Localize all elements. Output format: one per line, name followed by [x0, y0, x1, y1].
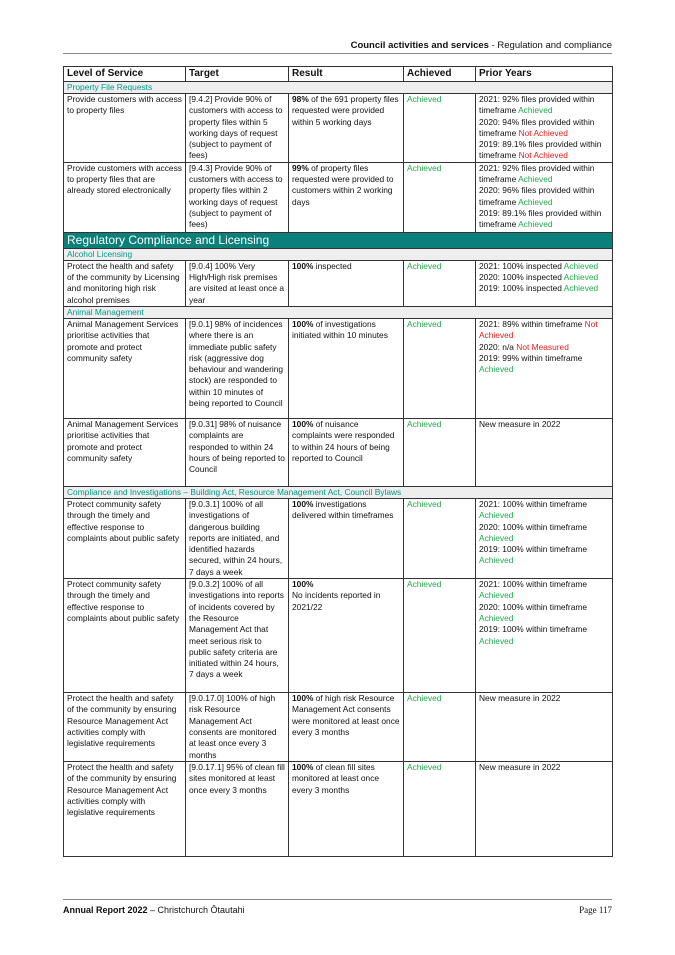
prior-year-line: 2019: 100% within timeframe — [479, 624, 587, 635]
result-cell — [289, 260, 404, 306]
result-cell — [289, 162, 404, 232]
table-row — [64, 418, 613, 486]
level-of-service-cell: Animal Management Services prioritise activities that promote and protect community safety — [64, 318, 186, 418]
result-value: 100% — [292, 260, 314, 271]
subsection-row — [64, 486, 613, 498]
table-row — [64, 162, 613, 232]
header-separator: - — [488, 40, 498, 51]
col-target: Target — [186, 67, 289, 82]
level-of-service-cell: Protect community safety through the timely and effective response to complaints about public safety — [64, 498, 186, 578]
prior-years-cell: New measure in 2022 — [476, 418, 613, 486]
prior-year-status: Achieved — [563, 283, 599, 294]
prior-year-line: 2020: 94% files provided within timeframe — [479, 116, 595, 138]
prior-year-line: 2021: 100% within timeframe — [479, 579, 587, 590]
subsection-title: Alcohol Licensing — [64, 248, 613, 260]
table-row — [64, 318, 613, 418]
target-cell: [9.4.3] Provide 90% of customers with access to property files within 2 working days of request (subject to payment of fees) — [186, 162, 289, 232]
prior-year-status: Achieved — [518, 219, 553, 230]
target-cell: [9.0.4] 100% Very High/High risk premises are visited at least once a year — [186, 260, 289, 306]
prior-years-cell — [476, 162, 613, 232]
level-of-service-cell: Protect the health and safety of the community by ensuring Resource Management Act activities comply with legislative requirements — [64, 693, 186, 762]
result-cell — [289, 498, 404, 578]
prior-year-status: Achieved — [479, 590, 514, 601]
target-cell: [9.0.31] 98% of nuisance complaints are responded to within 24 hours of being reported to Council — [186, 418, 289, 486]
prior-year-line: 2021: 92% files provided within timeframe — [479, 94, 595, 116]
section-band — [64, 232, 613, 248]
prior-years-cell: New measure in 2022 — [476, 693, 613, 762]
result-text: of high risk Resource Management Act consents were monitored at least once every 3 months — [292, 693, 400, 737]
achieved-cell: Achieved — [404, 762, 476, 857]
result-value: 100% — [292, 418, 314, 429]
prior-year-status: Not Achieved — [518, 127, 568, 138]
level-of-service-table — [63, 66, 613, 857]
prior-year-status: Achieved — [479, 364, 514, 375]
result-value: 100% — [292, 579, 314, 590]
prior-year-status: Achieved — [518, 196, 553, 207]
result-value: 100% — [292, 318, 314, 329]
target-cell: [9.4.2] Provide 90% of customers with access to property files within 5 working days of request (subject to payment of fees) — [186, 94, 289, 163]
target-cell: [9.0.17.0] 100% of high risk Resource Management Act consents are monitored at least once every 3 months — [186, 693, 289, 762]
prior-year-line: 2020: 100% inspected — [479, 272, 564, 283]
prior-year-line: 2020: 96% files provided within timeframe — [479, 185, 595, 207]
header-subsection: Regulation and compliance — [497, 40, 612, 51]
col-result: Result — [289, 67, 404, 82]
result-text: inspected — [313, 260, 352, 271]
footer-org: – Christchurch Ōtautahi — [147, 905, 245, 915]
prior-year-line: 2021: 92% files provided within timeframe — [479, 162, 595, 185]
result-text: of property files requested were provided to customers within 2 working days — [292, 162, 394, 207]
target-cell: [9.0.17.1] 95% of clean fill sites monitored at least once every 3 months — [186, 762, 289, 857]
prior-year-line: 2020: 100% within timeframe — [479, 521, 587, 532]
result-value: 100% — [292, 498, 314, 509]
header-rule — [63, 53, 612, 54]
result-text: of nuisance complaints were responded to within 24 hours of being reported to Council — [292, 418, 395, 463]
achieved-cell: Achieved — [404, 162, 476, 232]
achieved-cell: Achieved — [404, 693, 476, 762]
table-row — [64, 260, 613, 306]
col-achieved: Achieved — [404, 67, 476, 82]
prior-year-line: 2019: 99% within timeframe — [479, 352, 583, 363]
result-value: 100% — [292, 693, 314, 704]
table-row — [64, 498, 613, 578]
result-cell — [289, 579, 404, 693]
prior-year-status: Achieved — [518, 105, 553, 116]
prior-year-status: Achieved — [518, 174, 553, 185]
level-of-service-cell: Protect the health and safety of the community by Licensing and monitoring high risk alcohol premises — [64, 260, 186, 306]
table-row — [64, 94, 613, 163]
prior-years-cell — [476, 94, 613, 163]
result-cell — [289, 418, 404, 486]
prior-years-cell — [476, 318, 613, 418]
page-header — [351, 40, 612, 51]
prior-year-status: Achieved — [479, 635, 514, 646]
result-value: 100% — [292, 762, 314, 773]
prior-year-status: Not Achieved — [518, 150, 568, 161]
result-cell — [289, 762, 404, 857]
prior-year-status: Achieved — [479, 510, 514, 521]
result-value: 98% — [292, 94, 309, 104]
header-section: Council activities and services — [350, 40, 489, 51]
footer-report-title: Annual Report 2022 — [63, 905, 148, 915]
prior-year-status: Achieved — [479, 532, 514, 543]
subsection-title: Compliance and Investigations – Building Act, Resource Management Act, Council Bylaws — [64, 486, 613, 498]
table-row — [64, 693, 613, 762]
level-of-service-cell: Provide customers with access to property files that are already stored electronically — [64, 162, 186, 232]
level-of-service-cell: Animal Management Services prioritise activities that promote and protect community safety — [64, 418, 186, 486]
achieved-cell: Achieved — [404, 579, 476, 693]
achieved-cell: Achieved — [404, 418, 476, 486]
prior-year-status: Achieved — [563, 260, 599, 271]
level-of-service-cell: Protect the health and safety of the community by ensuring Resource Management Act activities comply with legislative requirements — [64, 762, 186, 857]
prior-years-cell — [476, 579, 613, 693]
result-value: 99% — [292, 162, 309, 173]
result-text: of clean fill sites monitored at least once every 3 months — [292, 762, 380, 795]
result-cell — [289, 318, 404, 418]
target-cell: [9.0.1] 98% of incidences where there is an immediate public safety risk (aggressive dog behaviour and wandering stock) are responded to within 10 minutes of being reported to Council — [186, 318, 289, 418]
achieved-cell: Achieved — [404, 94, 476, 163]
prior-year-status: Achieved — [563, 272, 599, 283]
prior-year-status: Achieved — [479, 612, 514, 623]
prior-year-line: 2021: 100% within timeframe — [479, 498, 587, 509]
subsection-row — [64, 82, 613, 94]
subsection-title: Animal Management — [64, 306, 613, 318]
prior-years-cell — [476, 498, 613, 578]
achieved-cell: Achieved — [404, 260, 476, 306]
achieved-cell: Achieved — [404, 318, 476, 418]
prior-years-cell — [476, 260, 613, 306]
target-cell: [9.0.3.1] 100% of all investigations of dangerous building reports are initiated, and identified hazards secured, within 24 hours, 7 days a week — [186, 498, 289, 578]
result-cell — [289, 94, 404, 163]
table-row — [64, 762, 613, 857]
result-text: No incidents reported in 2021/22 — [292, 590, 381, 612]
footer-report — [63, 905, 245, 915]
prior-year-status: Not Measured — [516, 341, 569, 352]
prior-year-line: 2021: 89% within timeframe — [479, 318, 585, 329]
result-text: of investigations initiated within 10 minutes — [292, 318, 388, 341]
footer-rule — [63, 899, 612, 900]
col-prior-years: Prior Years — [476, 67, 613, 82]
prior-year-line: 2020: 100% within timeframe — [479, 601, 587, 612]
table-row — [64, 579, 613, 693]
prior-years-cell: New measure in 2022 — [476, 762, 613, 857]
result-text: of the 691 property files requested were provided within 5 working days — [292, 94, 399, 127]
page-number: Page 117 — [579, 905, 612, 915]
prior-year-line: 2019: 89.1% files provided within timeframe — [479, 139, 602, 161]
level-of-service-cell: Provide customers with access to property files — [64, 94, 186, 163]
level-of-service-cell: Protect community safety through the timely and effective response to complaints about public safety — [64, 579, 186, 693]
result-text: investigations delivered within timeframes — [292, 498, 394, 521]
prior-year-status: Not Achieved — [479, 318, 598, 341]
achieved-cell: Achieved — [404, 498, 476, 578]
prior-year-line: 2019: 100% within timeframe — [479, 544, 587, 555]
section-band-title: Regulatory Compliance and Licensing — [64, 232, 613, 248]
prior-year-status: Achieved — [479, 555, 514, 566]
table-header-row — [64, 67, 613, 82]
col-level-of-service: Level of Service — [64, 67, 186, 82]
prior-year-line: 2019: 89.1% files provided within timeframe — [479, 207, 602, 230]
target-cell: [9.0.3.2] 100% of all investigations into reports of incidents covered by the Resource Management Act that meet serious risk to public safety criteria are initiated within 24 hours, 7 days a week — [186, 579, 289, 693]
subsection-row — [64, 248, 613, 260]
subsection-title: Property File Requests — [64, 82, 613, 94]
prior-year-line: 2021: 100% inspected — [479, 260, 564, 271]
prior-year-line: 2020: n/a — [479, 341, 517, 352]
result-cell — [289, 693, 404, 762]
prior-year-line: 2019: 100% inspected — [479, 283, 564, 294]
subsection-row — [64, 306, 613, 318]
